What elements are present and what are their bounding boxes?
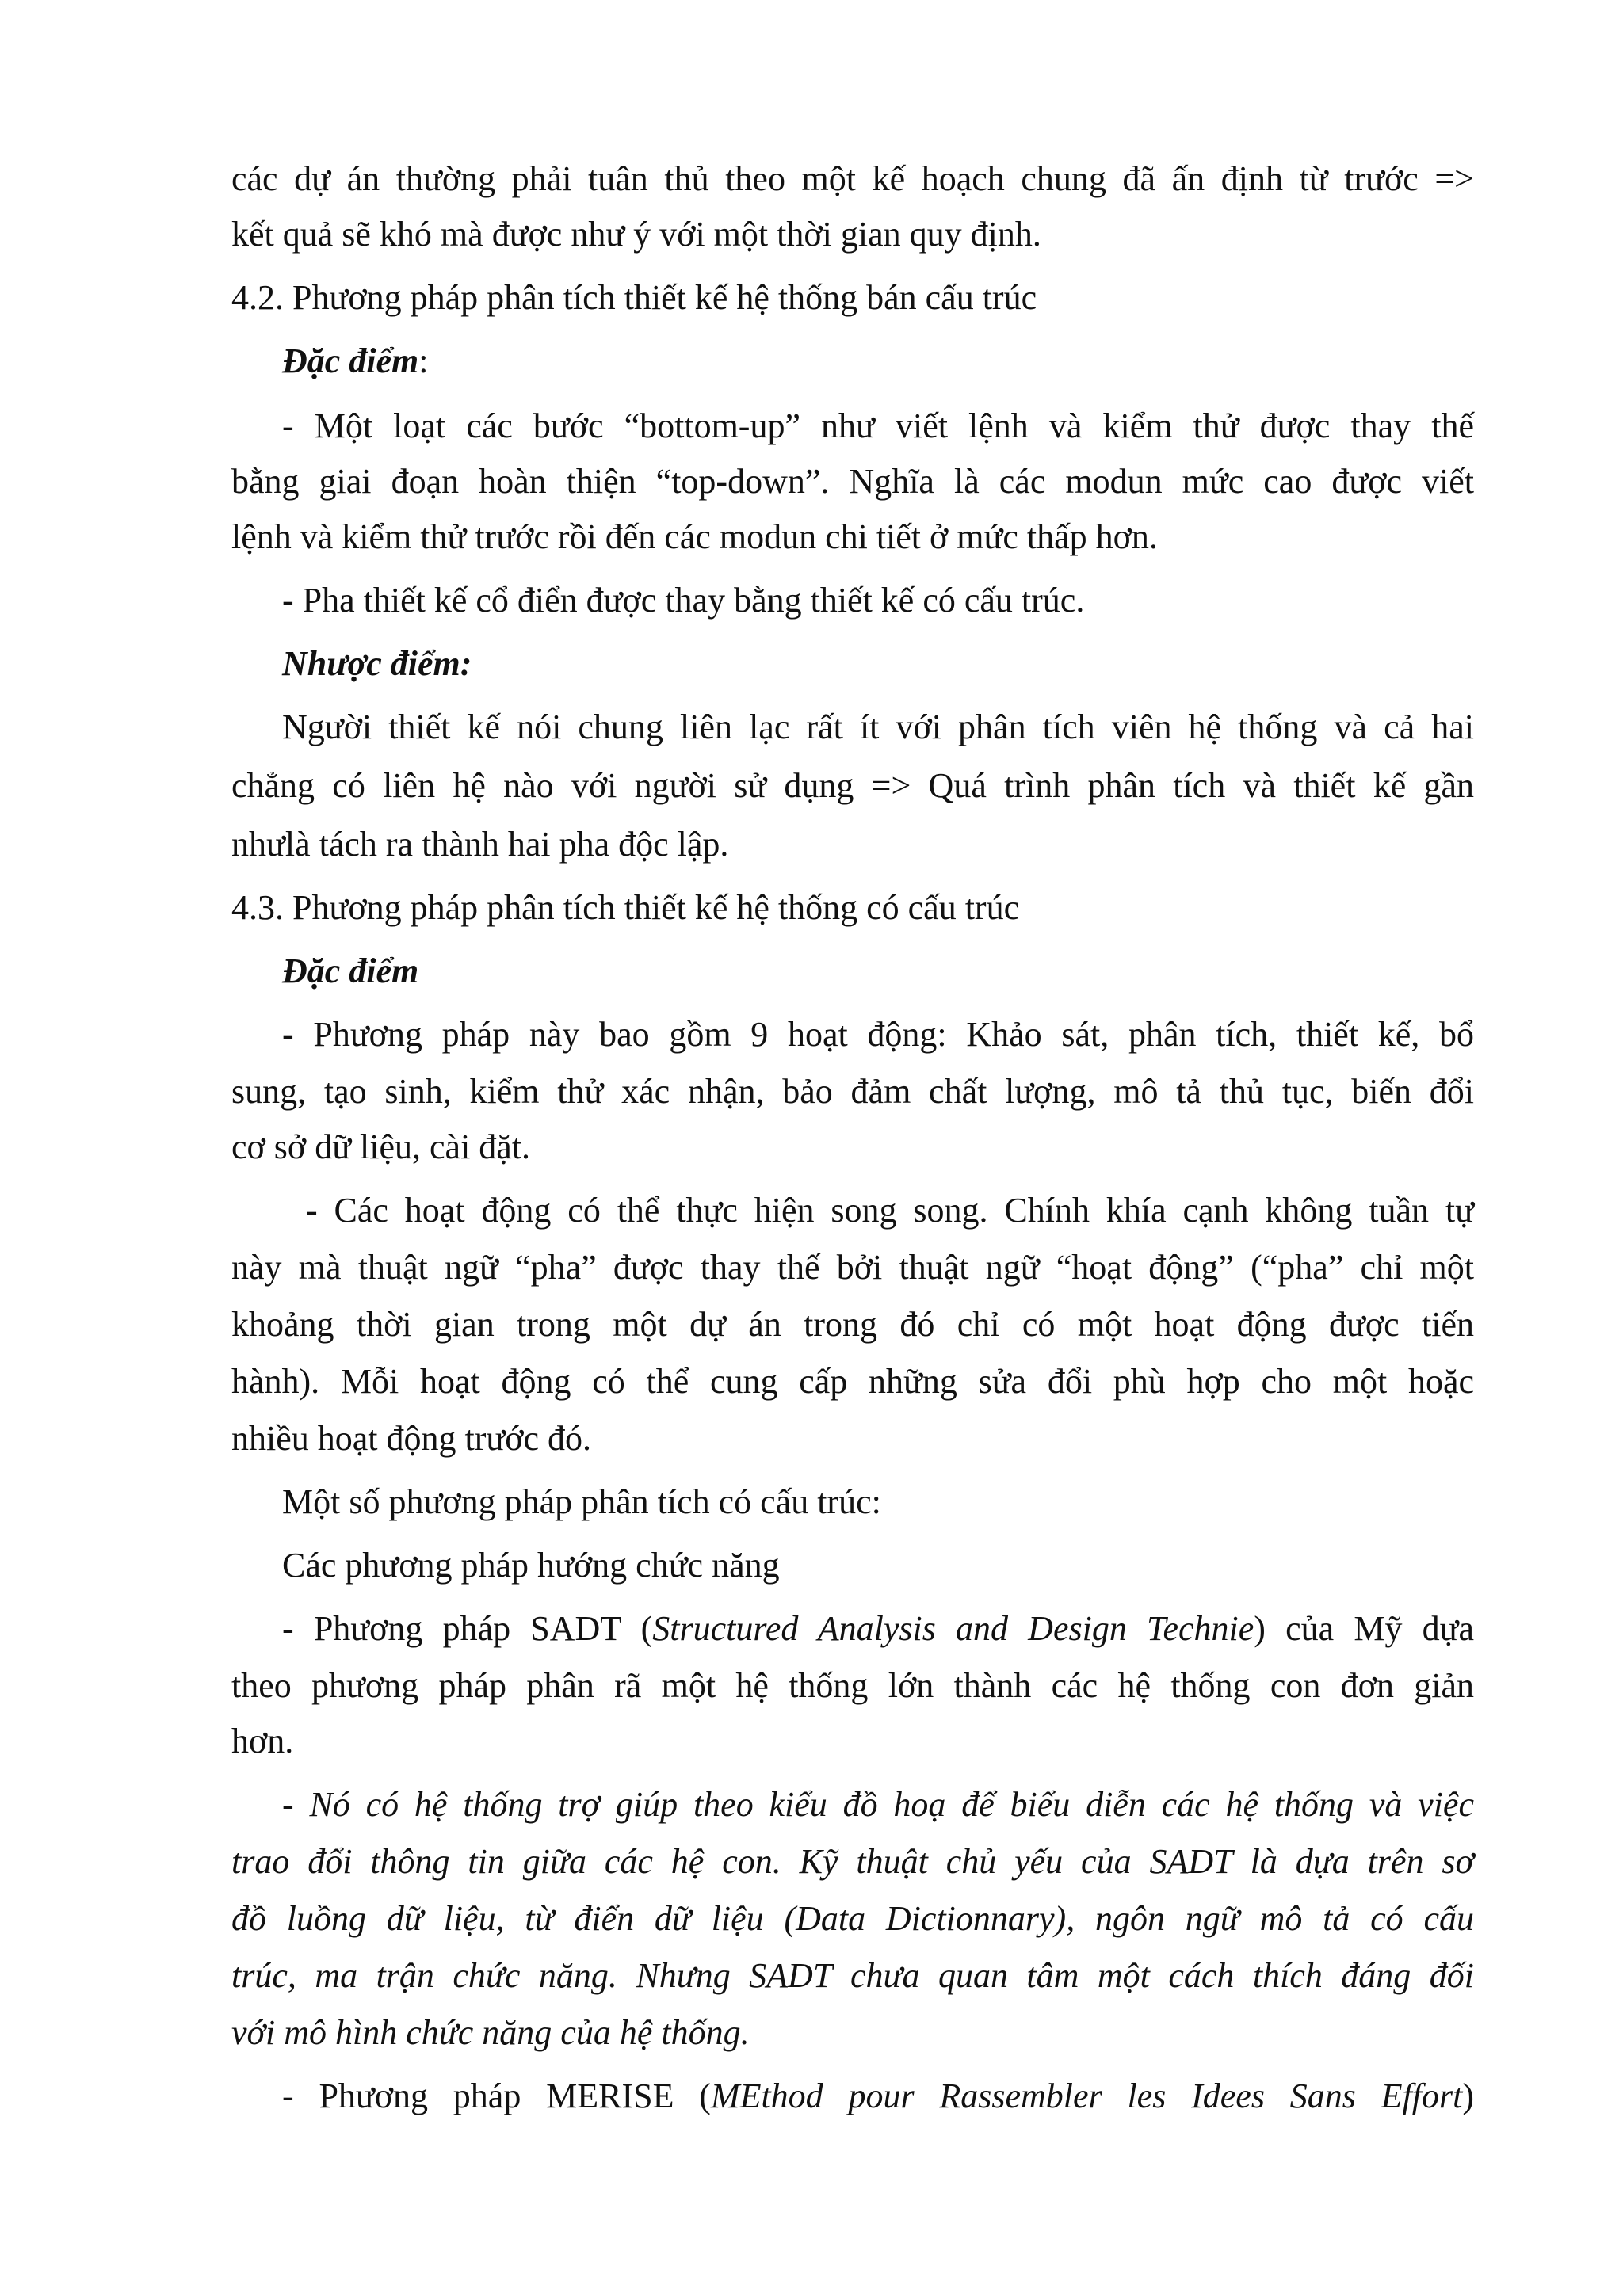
merise-line — [282, 2074, 1474, 2119]
paragraph-line: Các phương pháp hướng chức năng — [282, 1546, 780, 1585]
paragraph-line: Người thiết kế nói chung liên lạc rất ít với phân tích viên hệ thống và cả hai — [282, 707, 1474, 746]
italic-line: trao đổi thông tin giữa các hệ con. Kỹ thuật chủ yếu của SADT là dựa trên sơ — [231, 1842, 1474, 1881]
section-heading-4-2: 4.2. Phương pháp phân tích thiết kế hệ thống bán cấu trúc — [231, 278, 1037, 317]
italic-line: trúc, ma trận chức năng. Nhưng SADT chưa quan tâm một cách thích đáng đối — [231, 1956, 1474, 1995]
bullet-line: lệnh và kiểm thử trước rồi đến các modun chi tiết ở mức thấp hơn. — [231, 517, 1158, 556]
paragraph-line: các dự án thường phải tuân thủ theo một kế hoạch chung đã ấn định từ trước => — [231, 159, 1474, 198]
paragraph-line: theo phương pháp phân rã một hệ thống lớn thành các hệ thống con đơn giản — [231, 1666, 1474, 1705]
paragraph-line: kết quả sẽ khó mà được như ý với một thời gian quy định. — [231, 215, 1041, 254]
weakness-label: Nhược điểm: — [282, 644, 472, 683]
paragraph-line: - Phương pháp này bao gồm 9 hoạt động: Khảo sát, phân tích, thiết kế, bổ — [282, 1015, 1474, 1054]
merise-suffix: ) — [1462, 2077, 1474, 2115]
features-label-text: Đặc điểm — [282, 341, 419, 380]
sadt-suffix: ) của Mỹ dựa — [1254, 1609, 1475, 1648]
italic-line: với mô hình chức năng của hệ thống. — [231, 2013, 750, 2052]
section-heading-4-3: 4.3. Phương pháp phân tích thiết kế hệ thống có cấu trúc — [231, 888, 1020, 927]
paragraph-line: nhưlà tách ra thành hai pha độc lập. — [231, 825, 729, 864]
paragraph-line: hơn. — [231, 1722, 294, 1760]
italic-line: đồ luồng dữ liệu, từ điển dữ liệu (Data Dictionnary), ngôn ngữ mô tả có cấu — [231, 1899, 1474, 1938]
sadt-fullname: Structured Analysis and Design Technie — [652, 1609, 1254, 1648]
features-label — [282, 339, 1474, 383]
paragraph-line: chẳng có liên hệ nào với người sử dụng => Quá trình phân tích và thiết kế gần — [231, 766, 1474, 805]
italic-line: - Nó có hệ thống trợ giúp theo kiểu đồ hoạ để biểu diễn các hệ thống và việc — [282, 1785, 1474, 1824]
merise-fullname: MEthod pour Rassembler les Idees Sans Effort — [710, 2077, 1463, 2115]
paragraph-line: Một số phương pháp phân tích có cấu trúc: — [282, 1482, 881, 1521]
paragraph-line: hành). Mỗi hoạt động có thể cung cấp những sửa đổi phù hợp cho một hoặc — [231, 1362, 1474, 1401]
paragraph-line: cơ sở dữ liệu, cài đặt. — [231, 1127, 531, 1166]
sadt-prefix: - Phương pháp SADT ( — [282, 1609, 653, 1648]
paragraph-line: khoảng thời gian trong một dự án trong đó chỉ có một hoạt động được tiến — [231, 1305, 1474, 1344]
bullet-line: bằng giai đoạn hoàn thiện “top-down”. Nghĩa là các modun mức cao được viết — [231, 462, 1474, 501]
bullet-line: - Một loạt các bước “bottom-up” như viết lệnh và kiểm thử được thay thế — [282, 406, 1474, 445]
merise-prefix: - Phương pháp MERISE ( — [282, 2077, 711, 2115]
paragraph-line: sung, tạo sinh, kiểm thử xác nhận, bảo đảm chất lượng, mô tả thủ tục, biến đổi — [231, 1072, 1474, 1111]
paragraph-line: này mà thuật ngữ “pha” được thay thế bởi thuật ngữ “hoạt động” (“pha” chỉ một — [231, 1248, 1474, 1287]
sadt-line — [282, 1607, 1474, 1651]
features-label-colon: : — [418, 341, 429, 380]
paragraph-line: - Các hoạt động có thể thực hiện song song. Chính khía cạnh không tuần tự — [306, 1191, 1474, 1230]
features-label: Đặc điểm — [282, 952, 419, 990]
paragraph-line: nhiều hoạt động trước đó. — [231, 1419, 592, 1458]
bullet-line: - Pha thiết kế cổ điển được thay bằng thiết kế có cấu trúc. — [282, 581, 1085, 620]
